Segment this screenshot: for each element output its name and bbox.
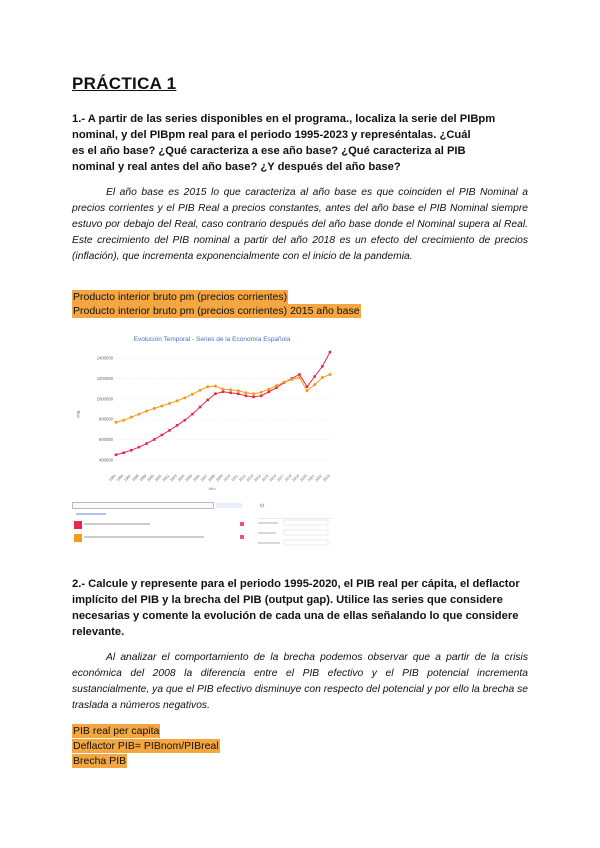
panel-option-select[interactable] [284,530,328,535]
data-point [138,446,141,449]
data-point [176,399,179,402]
x-tick-label: 2023 [322,473,331,483]
data-point [252,396,255,399]
data-point [145,410,148,413]
data-point [260,395,263,398]
answer-2-text: Al analizar el comportamiento de la brecha podemos observar que a partir de la crisis económica del 2008 la diferencia entre el PIB efectivo y el PIB potencial incrementa sustancialmente, ya que el PIB efectivo disminuye con respecto del potencial y por ello la brecha se traslada a números negativos. [72,652,528,711]
data-point [222,390,225,393]
answer-2 [72,650,528,714]
data-point [115,421,118,424]
data-point [260,391,263,394]
x-tick-label: 2004 [177,473,186,483]
data-point [237,389,240,392]
question-2-line: implícito del PIB y la brecha del PIB (output gap). Utilice las series que considere [72,594,503,606]
x-tick-label: 2013 [245,473,255,483]
data-point [191,393,194,396]
data-point [183,419,186,422]
data-point [298,376,301,379]
data-point [229,388,232,391]
data-point [245,395,248,398]
series-selector-panel [72,502,336,558]
data-point [206,399,209,402]
question-1-line: nominal, y del PIBpm real para el periodo 1995-2023 y represéntalas. ¿Cuál [72,129,471,141]
question-2-line: 2.- Calcule y represente para el periodo 1995-2020, el PIB real per cápita, el deflactor [72,578,520,590]
y-tick-label: 600000 [99,437,113,443]
x-tick-label: 2008 [207,473,217,483]
data-point [130,449,133,452]
question-2-line: necesarias y comente la evolución de cada una de ellas señalando lo que considere [72,610,519,622]
data-point [191,413,194,416]
x-tick-label: 2012 [238,473,247,483]
x-tick-label: 2007 [199,473,209,483]
y-tick-label: 400000 [99,457,113,463]
data-point [160,404,163,407]
data-point [306,389,309,392]
x-tick-label: 2009 [215,473,224,483]
data-point [168,402,171,405]
x-tick-label: 2005 [184,473,194,483]
data-point [329,373,332,376]
data-point [122,451,125,454]
x-tick-label: 1997 [123,473,132,483]
data-point [313,375,316,378]
data-point [153,407,156,410]
x-tick-label: 2015 [261,473,270,483]
y-tick-label: 1400000 [96,355,113,361]
list-item-brecha: Brecha PIB [73,755,127,767]
series-label-nominal: Producto interior bruto pm (precios corrientes) [73,291,288,303]
data-point [268,390,271,393]
data-point [199,406,202,409]
x-tick-label: 2001 [154,473,163,483]
x-tick-label: 1996 [115,473,125,483]
data-point [214,385,217,388]
x-tick-label: 2014 [253,473,262,483]
data-point [275,384,278,387]
panel-option-select[interactable] [284,520,328,525]
x-tick-label: 2018 [284,473,293,483]
x-tick-label: 2006 [192,473,201,483]
data-point [298,373,301,376]
series-label-real: Producto interior bruto pm (precios corrientes) 2015 año base [73,305,360,317]
data-point [244,391,247,394]
x-axis-label: Año [208,486,216,491]
data-point [214,392,217,395]
data-point [237,392,240,395]
data-point [252,392,255,395]
data-point [321,365,324,368]
question-1-line: nominal y real antes del año base? ¿Y después del año base? [72,161,401,173]
data-point [145,442,148,445]
x-tick-label: 2016 [268,473,278,483]
chart-title: Evolución Temporal - Series de la Economía Española [133,336,291,343]
data-point [115,453,118,456]
x-tick-label: 1999 [138,473,148,483]
question-2 [72,576,532,640]
delete-icon[interactable] [240,535,244,539]
data-point [161,434,164,437]
data-point [267,388,270,391]
data-point [321,376,324,379]
panel-graphics [72,502,336,558]
data-point [122,419,125,422]
series-swatch-nominal [74,521,82,529]
answer-1 [72,185,528,265]
x-tick-label: 2019 [291,473,301,483]
y-axis-label: PIB [76,410,81,418]
data-point [229,391,232,394]
panel-divider [258,518,332,519]
x-tick-label: 2010 [222,473,232,483]
panel-radio-icon[interactable] [260,504,263,507]
data-point [306,385,309,388]
list-item-pib-real-per-capita: PIB real per capita [73,725,160,737]
question-2-line: relevante. [72,626,125,638]
question-1 [72,111,532,175]
panel-add-button[interactable] [216,503,242,508]
data-point [183,396,186,399]
data-point [176,424,179,427]
x-tick-label: 2000 [146,473,155,483]
x-tick-label: 2011 [230,473,239,483]
x-tick-label: 2022 [314,473,324,483]
x-tick-label: 2002 [161,473,171,483]
data-point [168,429,171,432]
x-tick-label: 2021 [306,473,316,483]
data-point [222,388,225,391]
series-swatch-real [74,534,82,542]
x-tick-label: 2003 [169,473,178,483]
page-title: PRÁCTICA 1 [72,74,177,93]
x-tick-label: 2020 [299,473,308,483]
delete-icon[interactable] [240,522,244,526]
x-tick-label: 2017 [276,473,285,483]
data-point [283,381,286,384]
question-1-line: es el año base? ¿Qué caracteriza a ese año base? ¿Qué caracteriza al PIB [72,145,466,157]
gdp-line-chart [72,332,340,492]
panel-option-select[interactable] [284,540,328,545]
list-item-deflactor: Deflactor PIB= PIBnom/PIBreal [73,740,219,752]
data-point [137,413,140,416]
x-tick-label: 1995 [108,473,117,483]
data-point [199,389,202,392]
data-point [130,416,133,419]
y-tick-label: 1000000 [96,396,113,402]
data-point [290,378,293,381]
data-point [153,438,156,441]
answer-1-text: El año base es 2015 lo que caracteriza al año base es que coinciden el PIB Nominal a precios corrientes y el PIB Real a precios constantes, antes del año base el PIB Nominal siempre estuvo por debajo del Real, caso contrario después del año base donde el Nominal supera al Real. Este crecimiento del PIB nominal a partir del año 2018 es un efecto del crecimiento de precios (inflación), que incrementa exponencialmente con el inicio de la pandemia. [72,187,528,262]
data-point [329,351,332,354]
y-tick-label: 800000 [99,416,113,422]
data-point [313,383,316,386]
question-1-line: 1.- A partir de las series disponibles en el programa., localiza la serie del PIBpm [72,113,496,125]
y-tick-label: 1200000 [96,376,113,382]
data-point [206,385,209,388]
x-tick-label: 1998 [131,473,140,483]
